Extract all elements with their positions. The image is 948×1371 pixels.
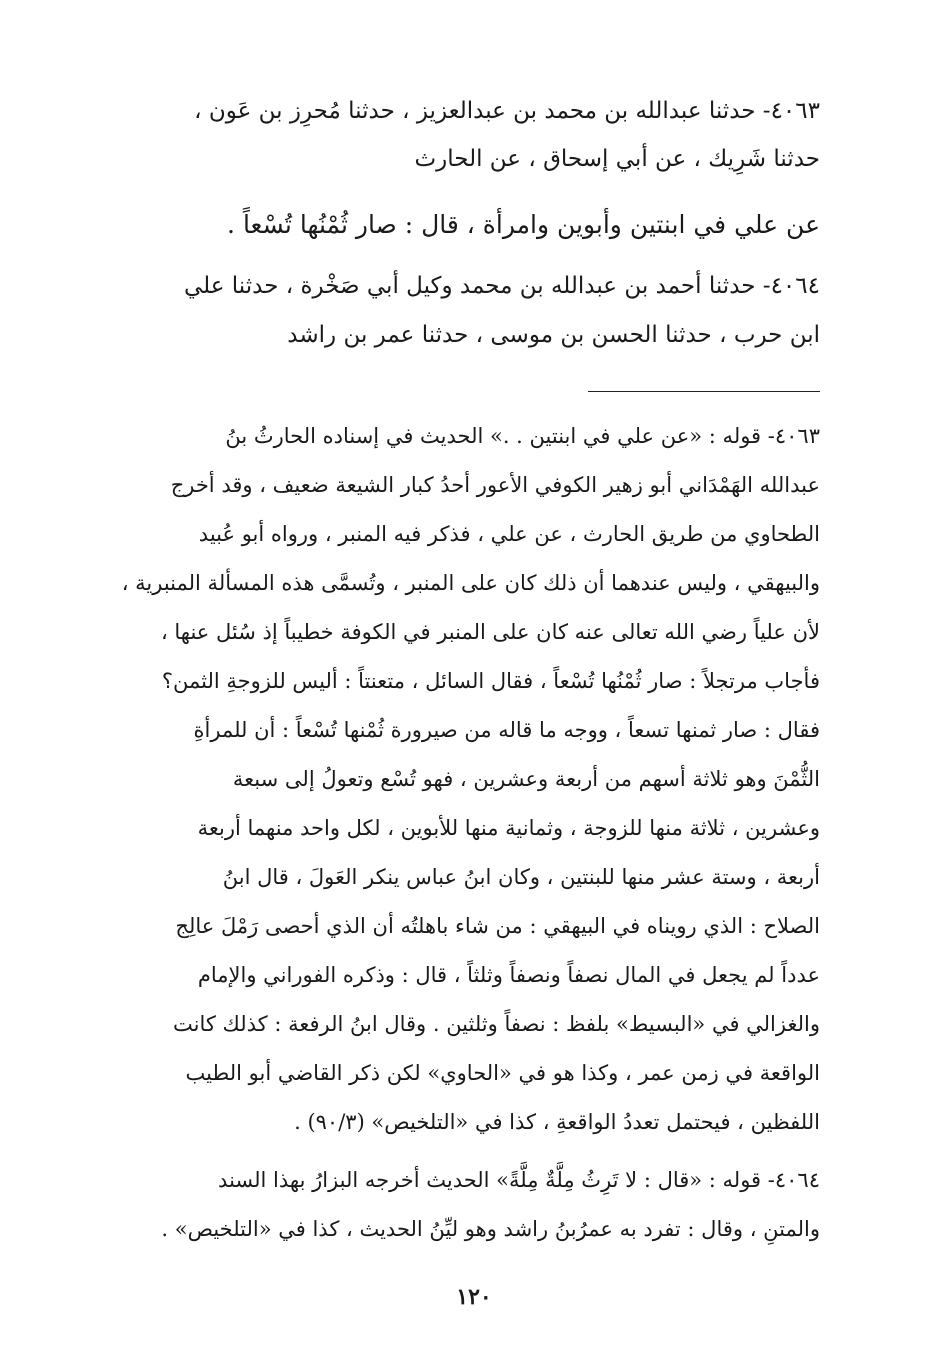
note-4063-line: والبيهقي ، وليس عندهما أن ذلك كان على المنبر ، وتُسمَّى هذه المسألة المنبرية ، <box>121 571 820 595</box>
note-4064-line: ٤٠٦٤- قوله : «قال : لا تَرِثُ مِلَّةٌ مِلَّةً» الحديث أخرجه البزارُ بهذا السند <box>218 1168 820 1192</box>
note-4063-line: فقال : صار ثمنها تسعاً ، ووجه ما قاله من صيرورة ثُمْنها تُسْعاً : أن للمرأةِ <box>193 718 820 742</box>
page-number: ١٢٠ <box>456 1284 492 1310</box>
note-4063-line: أربعة ، وستة عشر منها للبنتين ، وكان ابنُ عباس ينكر العَولَ ، قال ابنُ <box>222 865 820 889</box>
hadith-4063-matn: عن علي في ابنتين وأبوين وامرأة ، قال : صار ثُمْنُها تُسْعاً . <box>227 210 820 239</box>
hadith-4064-isnad-line-1: ٤٠٦٤- حدثنا أحمد بن عبدالله بن محمد وكيل أبي صَخْرة ، حدثنا علي <box>183 273 820 299</box>
note-4064-line: والمتنِ ، وقال : تفرد به عمرُبنُ راشد وهو ليِّنُ الحديث ، كذا في «التلخيص» . <box>161 1217 820 1241</box>
hadith-4064-isnad-line-2: ابن حرب ، حدثنا الحسن بن موسى ، حدثنا عمر بن راشد <box>287 322 820 348</box>
note-4063-line: والغزالي في «البسيط» بلفظ : نصفاً وثلثين . وقال ابنُ الرفعة : كذلك كانت <box>172 1012 820 1036</box>
footnote-divider <box>588 391 820 392</box>
hadith-4063-isnad-line-2: حدثنا شَرِيك ، عن أبي إسحاق ، عن الحارث <box>414 146 820 172</box>
note-4063-line: ٤٠٦٣- قوله : «عن علي في ابنتين . .» الحديث في إسناده الحارثُ بنُ <box>225 424 820 448</box>
note-4063-line: الواقعة في زمن عمر ، وكذا هو في «الحاوي» لكن ذكر القاضي أبو الطيب <box>185 1061 820 1085</box>
note-4063-line: عدداً لم يجعل في المال نصفاً ونصفاً وثلثاً ، قال : وذكره الفوراني والإمام <box>197 963 820 987</box>
note-4063-line: الطحاوي من طريق الحارث ، عن علي ، فذكر فيه المنبر ، ورواه أبو عُبيد <box>198 522 820 546</box>
note-4063-line: فأجاب مرتجلاً : صار ثُمْنُها تُسْعاً ، فقال السائل ، متعنتاً : أليس للزوجةِ الثمن؟ <box>161 669 820 693</box>
note-4063-line: عبدالله الهَمْدَاني أبو زهير الكوفي الأعور أحدُ كبار الشيعة ضعيف ، وقد أخرج <box>170 473 820 497</box>
note-4063-line: الثُّمْنَ وهو ثلاثة أسهم من أربعة وعشرين ، فهو تُسْع وتعولُ إلى سبعة <box>232 767 820 791</box>
note-4063-line: وعشرين ، ثلاثة منها للزوجة ، وثمانية منها للأبوين ، لكل واحد منهما أربعة <box>197 816 820 840</box>
note-4063-line: الصلاح : الذي رويناه في البيهقي : من شاء باهلتُه أن الذي أحصى رَمْلَ عالِج <box>175 914 820 938</box>
note-4063-line: اللفظين ، فيحتمل تعددُ الواقعةِ ، كذا في «التلخيص» (٩٠/٣) . <box>294 1110 820 1134</box>
note-4063-line: لأن علياً رضي الله تعالى عنه كان على المنبر في الكوفة خطيباً إذ سُئل عنها ، <box>160 620 820 644</box>
hadith-4063-isnad-line-1: ٤٠٦٣- حدثنا عبدالله بن محمد بن عبدالعزيز ، حدثنا مُحرِز بن عَون ، <box>194 98 820 124</box>
